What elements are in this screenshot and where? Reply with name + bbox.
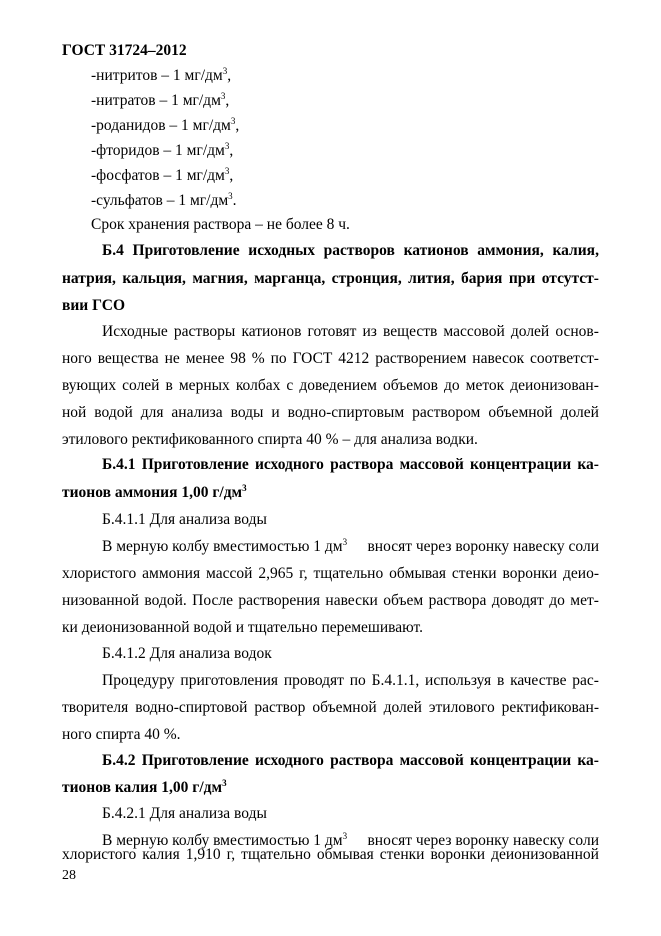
word: калия,	[552, 242, 599, 259]
word: в	[165, 377, 173, 394]
word: долей	[510, 323, 550, 340]
word: вующих	[62, 377, 117, 394]
word: водой	[94, 404, 133, 421]
list-item-text: -нитратов – 1 мг/дм	[91, 92, 221, 109]
word: концентрации	[470, 752, 572, 769]
word: при	[508, 270, 536, 287]
word: колбах	[235, 377, 281, 394]
word: хлористого	[62, 565, 137, 582]
word: в	[496, 672, 505, 689]
list-item	[91, 91, 229, 111]
section-heading-b42-cont	[62, 778, 227, 798]
word: г,	[299, 565, 308, 582]
paragraph-line	[62, 403, 599, 423]
word: основ-	[555, 323, 599, 340]
word: Приготовление	[141, 456, 249, 473]
section-heading-b41-cont	[62, 483, 247, 503]
word: с	[286, 377, 294, 394]
word: деио-	[563, 565, 599, 582]
word: воронки	[502, 565, 558, 582]
word: растворы	[173, 323, 236, 340]
subsection-title-b411: Б.4.1.1 Для анализа воды	[102, 511, 267, 528]
section-heading-b4	[102, 241, 599, 261]
word: соответст-	[530, 350, 599, 367]
paragraph-line	[62, 376, 599, 396]
word: исходного	[254, 752, 324, 769]
paragraph-line	[62, 845, 599, 865]
word: ГОСТ	[292, 350, 333, 367]
storage-note: Срок хранения раствора – не более 8 ч.	[91, 216, 350, 233]
word: 1,910	[185, 846, 221, 863]
superscript: 3	[224, 141, 230, 151]
word: низованной	[62, 592, 140, 609]
word: стенки	[451, 565, 497, 582]
word: ка-	[577, 752, 599, 769]
text-fragment: вносят через воронку навеску соли	[367, 832, 599, 849]
word: натрия,	[62, 270, 116, 287]
word: исходных	[248, 242, 315, 259]
paragraph-line	[62, 591, 599, 611]
word: обмывая	[316, 846, 374, 863]
list-item-text: -фосфатов – 1 мг/дм	[91, 167, 225, 184]
word: растворения	[238, 592, 320, 609]
heading-text: тионов калия 1,00 г/дм	[62, 779, 223, 796]
word: аммония,	[477, 242, 544, 259]
word: раствора	[428, 592, 487, 609]
list-item-punct: ,	[229, 167, 234, 184]
word: массой	[206, 565, 253, 582]
word: массовой	[443, 323, 505, 340]
word: тщательно	[241, 846, 311, 863]
word: обмывая	[389, 565, 446, 582]
word: раствора	[330, 752, 394, 769]
heading-text: тионов аммония 1,00 г/дм	[62, 484, 243, 501]
word: до	[444, 377, 460, 394]
word: концентрации	[470, 456, 572, 473]
word: Приготовление	[132, 242, 240, 259]
word: меток	[465, 377, 505, 394]
list-item-punct: ,	[225, 92, 230, 109]
word: массовой	[399, 752, 464, 769]
word: воронки	[430, 846, 486, 863]
word: до	[549, 592, 565, 609]
word: кальция,	[122, 270, 186, 287]
word: веществ	[383, 323, 438, 340]
superscript: 3	[222, 66, 228, 76]
superscript: 3	[228, 191, 233, 201]
word: по	[349, 672, 366, 689]
word: Приготовление	[141, 752, 249, 769]
word: используя	[425, 672, 492, 689]
text-part: В мерную колбу вместимостью 1 дм	[102, 538, 343, 555]
word: Исходные	[102, 323, 168, 340]
word: качестве	[510, 672, 567, 689]
word: 4212	[338, 350, 370, 367]
word: стенки	[379, 846, 425, 863]
word: Б.4	[102, 242, 124, 259]
word: анализа	[171, 404, 223, 421]
list-item	[91, 166, 233, 186]
list-item	[91, 116, 239, 136]
word: После	[192, 592, 233, 609]
paragraph-line	[102, 322, 599, 342]
list-item	[91, 141, 233, 161]
superscript: 3	[224, 166, 230, 176]
subsection-title-b421: Б.4.2.1 Для анализа воды	[102, 805, 267, 822]
word: отсутст-	[541, 270, 599, 287]
paragraph-line	[102, 537, 599, 557]
word: ного	[62, 350, 92, 367]
word: творителя	[62, 699, 129, 716]
word: менее	[185, 350, 225, 367]
word: готовят	[307, 323, 357, 340]
word: из	[362, 323, 377, 340]
text-part: В мерную колбу вместимостью 1 дм	[102, 832, 343, 849]
word: объемов	[382, 377, 438, 394]
word: воды	[230, 404, 264, 421]
word: раствор	[254, 699, 306, 716]
word: аммония	[142, 565, 201, 582]
word: по	[270, 350, 287, 367]
word: приготовления	[180, 672, 279, 689]
word: калия	[142, 846, 180, 863]
word: г,	[226, 846, 236, 863]
word: Б.4.2	[102, 752, 136, 769]
word: проводят	[283, 672, 344, 689]
word: рас-	[572, 672, 599, 689]
list-item-text: -роданидов – 1 мг/дм	[91, 117, 231, 134]
superscript: 3	[342, 831, 348, 841]
word: %	[251, 350, 265, 367]
paragraph-line: ки деионизованной водой и тщательно перемешивают.	[62, 619, 424, 636]
list-item-text: -нитритов – 1 мг/дм	[91, 67, 223, 84]
list-item-text: -сульфатов – 1 мг/дм	[91, 192, 229, 209]
text-fragment: вносят через воронку навеску соли	[367, 538, 599, 555]
word: раствором	[412, 404, 481, 421]
word: растворов	[323, 242, 395, 259]
word: этилового	[428, 699, 495, 716]
section-heading-b4-cont	[62, 269, 599, 289]
superscript: 3	[222, 778, 227, 788]
word: и	[271, 404, 280, 421]
superscript: 3	[342, 537, 348, 547]
word: Процедуру	[102, 672, 175, 689]
word: ной	[62, 404, 87, 421]
word: 2,965	[258, 565, 294, 582]
word: водно-спиртовой	[135, 699, 248, 716]
word: тщательно	[313, 565, 384, 582]
word: вещества	[97, 350, 159, 367]
section-heading-b4-end: вии ГСО	[62, 297, 126, 314]
word: доводят	[491, 592, 544, 609]
list-item	[91, 66, 231, 86]
word: катионов	[241, 323, 302, 340]
word: не	[164, 350, 180, 367]
section-heading-b41	[102, 455, 599, 475]
word: катионов	[403, 242, 469, 259]
paragraph-line	[62, 698, 599, 718]
word: раствора	[330, 456, 394, 473]
text-fragment	[102, 537, 347, 557]
word: лития,	[408, 270, 455, 287]
word: массовой	[399, 456, 464, 473]
section-heading-b42	[102, 751, 599, 771]
word: водой.	[144, 592, 187, 609]
word: объемной	[488, 404, 553, 421]
word: стронция,	[331, 270, 402, 287]
list-item-punct: .	[232, 192, 237, 209]
list-item-punct: ,	[227, 67, 232, 84]
paragraph-line	[62, 564, 599, 584]
paragraph-line	[62, 349, 599, 369]
document-header: ГОСТ 31724–2012	[62, 42, 187, 59]
word: мерных	[178, 377, 230, 394]
list-item	[91, 191, 237, 211]
superscript: 3	[242, 483, 247, 493]
subsection-title-b412: Б.4.1.2 Для анализа водок	[102, 645, 272, 662]
paragraph-line: ного спирта 40 %.	[62, 726, 181, 743]
word: деионизован-	[510, 377, 599, 394]
word: растворением	[375, 350, 467, 367]
word: для	[140, 404, 164, 421]
word: исходного	[254, 456, 324, 473]
superscript: 3	[230, 116, 236, 126]
list-item-punct: ,	[235, 117, 240, 134]
list-item-text: -фторидов – 1 мг/дм	[91, 142, 225, 159]
word: деионизованной	[491, 846, 599, 863]
paragraph-line	[102, 671, 599, 691]
word: навески	[325, 592, 378, 609]
word: доведением	[299, 377, 377, 394]
word: Б.4.1	[102, 456, 136, 473]
word: бария	[460, 270, 503, 287]
word: магния,	[192, 270, 248, 287]
superscript: 3	[220, 91, 226, 101]
word: объем	[383, 592, 424, 609]
word: мет-	[570, 592, 599, 609]
word: 98	[230, 350, 246, 367]
word: ректификован-	[501, 699, 599, 716]
word: долей	[560, 404, 599, 421]
word: солей	[122, 377, 160, 394]
word: марганца,	[254, 270, 326, 287]
list-item-punct: ,	[229, 142, 234, 159]
word: хлористого	[62, 846, 137, 863]
word: Б.4.1.1,	[371, 672, 420, 689]
page-number: 28	[62, 868, 76, 883]
word: долей	[383, 699, 422, 716]
word: навесок	[472, 350, 525, 367]
word: объемной	[312, 699, 377, 716]
paragraph-line: этилового ректификованного спирта 40 % – для анализа водки.	[62, 431, 478, 448]
word: водно-спиртовым	[287, 404, 405, 421]
word: ка-	[577, 456, 599, 473]
